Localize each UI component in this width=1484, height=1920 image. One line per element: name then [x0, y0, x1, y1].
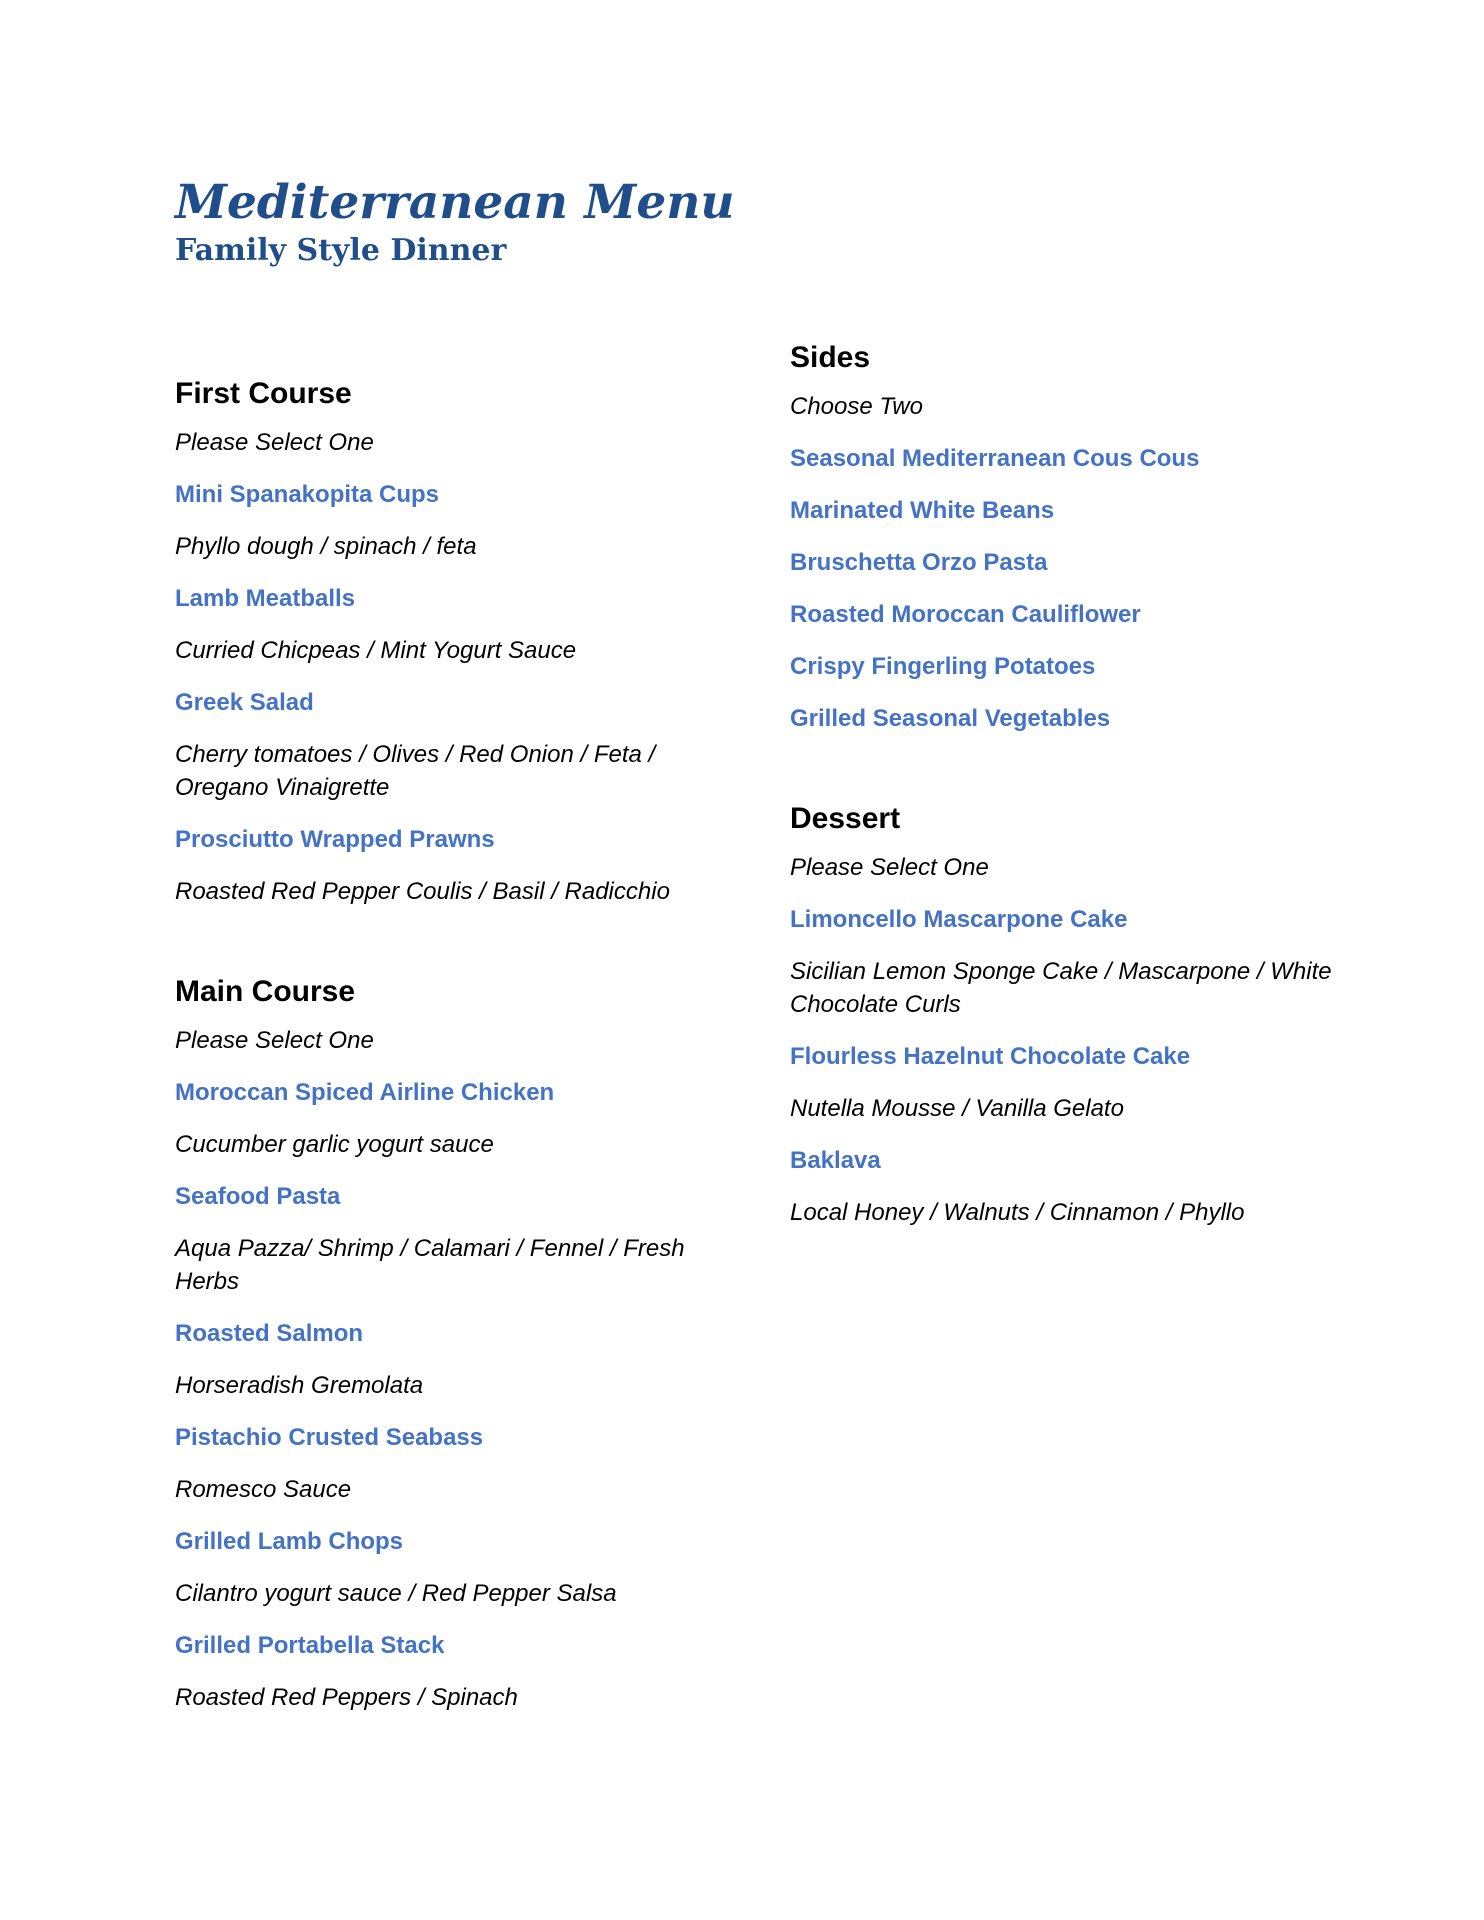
menu-item-description: Phyllo dough / spinach / feta [175, 533, 477, 560]
menu-item-description: Roasted Red Pepper Coulis / Basil / Radicchio [175, 878, 670, 905]
menu-item-name: Prosciutto Wrapped Prawns [175, 826, 495, 853]
menu-item-name: Greek Salad [175, 689, 314, 716]
menu-header [175, 174, 975, 270]
sides-section [790, 338, 1350, 735]
menu-item-name: Marinated White Beans [790, 497, 1055, 524]
first-course-heading: First Course [175, 377, 352, 410]
menu-item-name: Mini Spanakopita Cups [175, 481, 440, 508]
left-column [175, 374, 735, 1733]
menu-item-description: Local Honey / Walnuts / Cinnamon / Phyllo [790, 1199, 1245, 1226]
dessert-instruction: Please Select One [790, 854, 989, 881]
menu-item-name: Seafood Pasta [175, 1183, 341, 1210]
menu-item-name: Seasonal Mediterranean Cous Cous [790, 445, 1200, 472]
menu-item-name: Roasted Moroccan Cauliflower [790, 601, 1141, 628]
menu-item-description: Sicilian Lemon Sponge Cake / Mascarpone / White Chocolate Curls [790, 958, 1332, 1018]
first-course-section [175, 374, 735, 908]
first-course-instruction: Please Select One [175, 429, 374, 456]
menu-item-description: Curried Chicpeas / Mint Yogurt Sauce [175, 637, 577, 664]
main-course-section [175, 972, 735, 1714]
menu-item-name: Baklava [790, 1147, 881, 1174]
menu-item-name: Crispy Fingerling Potatoes [790, 653, 1096, 680]
menu-item-description: Horseradish Gremolata [175, 1372, 424, 1399]
menu-subtitle: Family Style Dinner [175, 233, 507, 268]
menu-item-name: Pistachio Crusted Seabass [175, 1424, 484, 1451]
menu-item-name: Moroccan Spiced Airline Chicken [175, 1079, 555, 1106]
menu-item-name: Limoncello Mascarpone Cake [790, 906, 1128, 933]
menu-item-name: Bruschetta Orzo Pasta [790, 549, 1048, 576]
right-column [790, 338, 1350, 1248]
menu-item-description: Roasted Red Peppers / Spinach [175, 1684, 518, 1711]
menu-item-description: Cucumber garlic yogurt sauce [175, 1131, 494, 1158]
dessert-heading: Dessert [790, 802, 901, 835]
menu-item-description: Nutella Mousse / Vanilla Gelato [790, 1095, 1124, 1122]
menu-item-name: Lamb Meatballs [175, 585, 356, 612]
main-course-heading: Main Course [175, 975, 356, 1008]
menu-title: Mediterranean Menu [175, 175, 735, 230]
sides-instruction: Choose Two [790, 393, 923, 420]
menu-item-name: Grilled Lamb Chops [175, 1528, 404, 1555]
menu-item-description: Cherry tomatoes / Olives / Red Onion / Feta / Oregano Vinaigrette [175, 741, 656, 801]
main-course-instruction: Please Select One [175, 1027, 374, 1054]
sides-heading: Sides [790, 341, 871, 374]
dessert-section [790, 799, 1350, 1229]
menu-item-description: Cilantro yogurt sauce / Red Pepper Salsa [175, 1580, 617, 1607]
menu-item-name: Grilled Seasonal Vegetables [790, 705, 1111, 732]
menu-item-description: Aqua Pazza/ Shrimp / Calamari / Fennel / Fresh Herbs [175, 1235, 685, 1295]
menu-item-description: Romesco Sauce [175, 1476, 352, 1503]
menu-item-name: Grilled Portabella Stack [175, 1632, 445, 1659]
menu-item-name: Flourless Hazelnut Chocolate Cake [790, 1043, 1191, 1070]
menu-item-name: Roasted Salmon [175, 1320, 364, 1347]
